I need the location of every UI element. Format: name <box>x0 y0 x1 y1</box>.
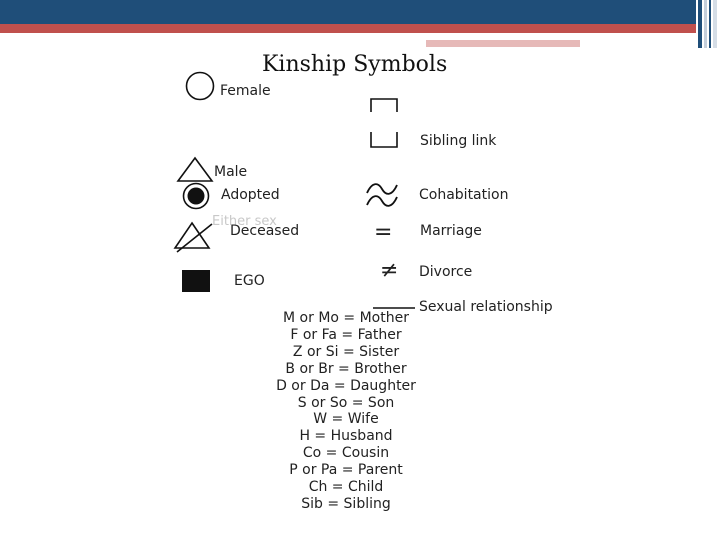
adopted-label: Adopted <box>221 187 280 203</box>
male-label: Male <box>214 164 248 180</box>
abbreviation-item: S or So = Son <box>297 394 395 411</box>
abbreviation-item: M or Mo = Mother <box>283 310 409 326</box>
marriage-symbol: = <box>374 220 393 245</box>
sexual-relationship-label: Sexual relationship <box>419 299 553 315</box>
slide-title: Kinship Symbols <box>262 52 448 77</box>
either-sex-label: Either sex <box>212 214 277 229</box>
sibling-link-label: Sibling link <box>420 133 497 149</box>
abbreviation-item: Z or Si = Sister <box>292 343 400 360</box>
ego-square-icon <box>181 269 211 293</box>
header-vertical-bar <box>698 0 702 48</box>
abbreviation-item: Ch = Child <box>308 479 384 496</box>
cohabitation-icon <box>364 180 400 210</box>
abbreviation-item: H = Husband <box>299 428 393 445</box>
header-vertical-bar <box>709 0 711 48</box>
abbreviation-item: D or Da = Daughter <box>276 377 416 394</box>
header-accent-line <box>426 40 580 47</box>
abbreviation-item: W = Wife <box>313 411 379 428</box>
marriage-label: Marriage <box>420 223 482 239</box>
header-vertical-bar <box>704 0 707 48</box>
abbreviation-list <box>246 310 446 513</box>
deceased-label: Deceased <box>230 223 300 239</box>
header-vertical-bar <box>713 0 717 48</box>
female-circle-icon <box>184 70 216 102</box>
abbreviation-item: F or Fa = Father <box>290 326 402 343</box>
header-bar-dark <box>0 0 696 24</box>
abbreviation-item: Sib = Sibling <box>301 495 391 512</box>
sibling-link-icon <box>366 96 402 152</box>
abbreviation-item: Co = Cousin <box>302 445 390 462</box>
deceased-triangle-icon <box>172 220 216 254</box>
divorce-symbol: ≠ <box>380 258 399 283</box>
adopted-circle-icon <box>181 181 211 211</box>
abbreviation-item: B or Br = Brother <box>285 360 407 377</box>
cohabitation-label: Cohabitation <box>419 187 509 203</box>
female-label: Female <box>220 83 271 99</box>
divorce-label: Divorce <box>419 264 473 280</box>
ego-label: EGO <box>234 273 265 289</box>
abbreviation-item: P or Pa = Parent <box>289 462 403 479</box>
header-bar-red <box>0 24 696 33</box>
